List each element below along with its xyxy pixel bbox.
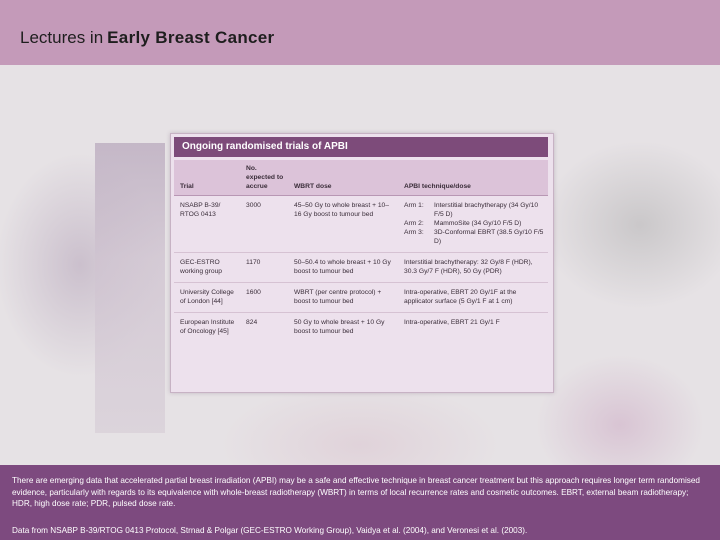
footer-source: Data from NSABP B-39/RTOG 0413 Protocol, Strnad & Polgar (GEC-ESTRO Working Group), Vaidya et al. (2004), and Veronesi et al. (2003).: [12, 526, 528, 535]
cell-wbrt: 50 Gy to whole breast + 10 Gy boost to tumour bed: [294, 319, 385, 335]
page-title: [20, 28, 274, 48]
header-accrue: No. expected to accrue: [240, 160, 288, 196]
table-row: [174, 313, 548, 343]
footer-band: [0, 465, 720, 540]
header-band: [0, 0, 720, 65]
arm-label: Arm 1:: [404, 202, 424, 209]
trials-table: [174, 160, 548, 342]
table-row: [174, 283, 548, 313]
arm-line: [404, 219, 544, 228]
cell-trial: University College of London [44]: [174, 283, 240, 313]
title-main: Early Breast Cancer: [107, 28, 275, 47]
cell-apbi: [398, 196, 548, 253]
cell-trial: European Institute of Oncology [45]: [180, 319, 235, 335]
table-title: Ongoing randomised trials of APBI: [174, 137, 548, 157]
table-header-row: [174, 160, 548, 196]
cell-wbrt: 45–50 Gy to whole breast + 10–16 Gy boost to tumour bed: [288, 196, 398, 253]
cell-trial: GEC-ESTRO working group: [174, 253, 240, 283]
cell-apbi: Intra-operative, EBRT 21 Gy/1 F: [404, 319, 500, 326]
cell-wbrt: 50–50.4 to whole breast + 10 Gy boost to tumour bed: [288, 253, 398, 283]
footer-description: There are emerging data that accelerated partial breast irradiation (APBI) may be a safe and effective technique in breast cancer treatment but this approach requires longer term randomised evidence, particularly with regards to its equivalence with whole-breast radiotherapy (WBRT) in terms of local recurrence rates and cosmetic outcomes. EBRT, external beam radiotherapy; HDR, high dose rate; PDR, pulsed dose rate.: [12, 476, 700, 508]
table-card: [170, 133, 554, 393]
header-wbrt: WBRT dose: [288, 160, 398, 196]
cell-accrue: 824: [246, 319, 258, 326]
arm-line: [404, 201, 544, 219]
cell-accrue: 1170: [240, 253, 288, 283]
table-row: [174, 253, 548, 283]
arm-text: 3D-Conformal EBRT (38.5 Gy/10 F/5 D): [434, 229, 544, 245]
header-trial: Trial: [174, 160, 240, 196]
cell-accrue: 1600: [240, 283, 288, 313]
arm-label: Arm 3:: [404, 229, 424, 236]
background-image-strip: [95, 143, 165, 433]
cell-wbrt: WBRT (per centre protocol) + boost to tumour bed: [288, 283, 398, 313]
cell-apbi: Intra-operative, EBRT 20 Gy/1F at the applicator surface (5 Gy/1 F at 1 cm): [398, 283, 548, 313]
arm-line: [404, 228, 544, 246]
title-prefix: Lectures in: [20, 28, 104, 47]
arm-label: Arm 2:: [404, 220, 424, 227]
cell-accrue: 3000: [240, 196, 288, 253]
arm-text: Interstitial brachytherapy (34 Gy/10 F/5 D): [434, 202, 539, 218]
arm-text: MammoSite (34 Gy/10 F/5 D): [434, 220, 522, 227]
cell-trial: NSABP B-39/ RTOG 0413: [174, 196, 240, 253]
cell-apbi: Interstitial brachytherapy: 32 Gy/8 F (HDR), 30.3 Gy/7 F (HDR), 50 Gy (PDR): [398, 253, 548, 283]
table-row: [174, 196, 548, 253]
header-apbi: APBI technique/dose: [398, 160, 548, 196]
